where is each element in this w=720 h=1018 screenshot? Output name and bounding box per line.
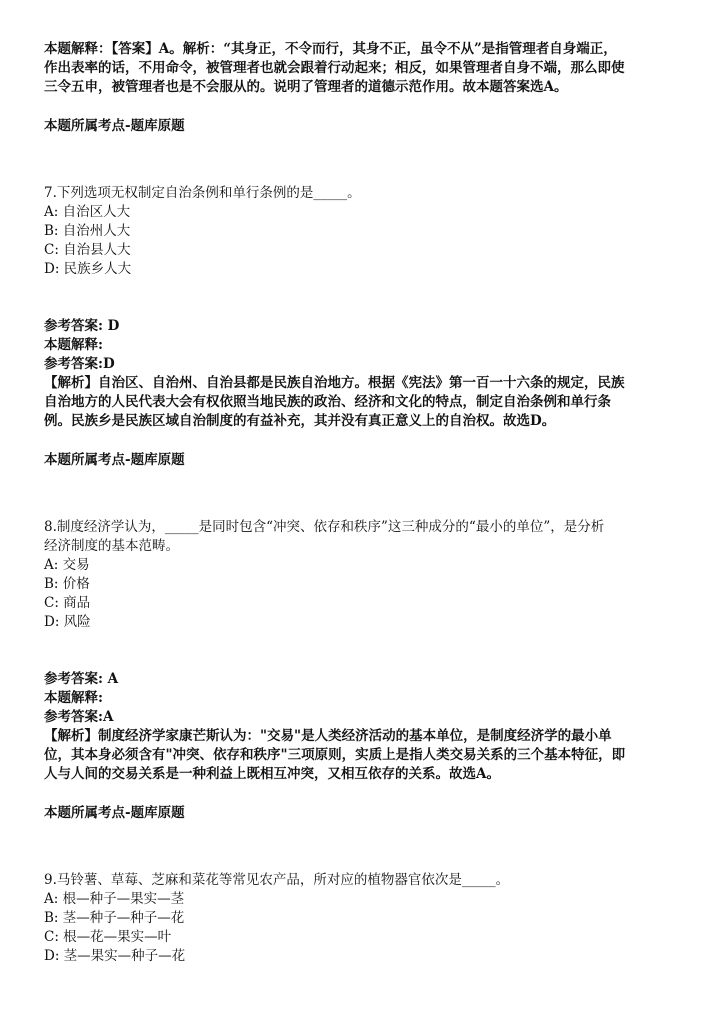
option-c: C: 根—花—果实—叶	[44, 929, 172, 945]
question-stem: 7.下列选项无权制定自治条例和单行条例的是_____。	[44, 185, 361, 201]
previous-explanation	[44, 40, 680, 97]
explanation-label: 本题解释:	[44, 690, 103, 706]
explanation-line: 作出表率的话，不用命令，被管理者也就会跟着行动起来；相反，如果管理者自身不端，那么即使	[44, 60, 625, 76]
question-9	[44, 871, 680, 966]
reference-answer-repeat: 参考答案:D	[44, 356, 115, 372]
reference-answer: 参考答案: D	[44, 318, 120, 334]
reference-answer: 参考答案: A	[44, 671, 119, 687]
option-a: A: 交易	[44, 557, 90, 573]
explanation-line: 三令五申，被管理者也是不会服从的。说明了管理者的道德示范作用。故本题答案选A。	[44, 79, 568, 95]
option-a: A: 自治区人大	[44, 204, 131, 220]
option-b: B: 自治州人大	[44, 223, 131, 239]
option-b: B: 茎—种子—种子—花	[44, 910, 185, 926]
reference-answer-repeat: 参考答案:A	[44, 709, 114, 725]
analysis-line: 人与人间的交易关系是一种利益上既相互冲突，又相互依存的关系。故选A。	[44, 766, 500, 782]
source-label: 本题所属考点-题库原题	[44, 805, 185, 821]
analysis-line: 例。民族乡是民族区域自治制度的有益补充，其并没有真正意义上的自治权。故选D。	[44, 413, 556, 429]
option-c: C: 自治县人大	[44, 242, 131, 258]
option-b: B: 价格	[44, 576, 90, 592]
source-label: 本题所属考点-题库原题	[44, 118, 185, 134]
question-8	[44, 518, 680, 823]
explanation-line: 本题解释：【答案】A。解析：“其身正，不令而行，其身不正，虽令不从”是指管理者自身端正，	[44, 41, 617, 57]
question-stem: 9.马铃薯、草莓、芝麻和菜花等常见农产品，所对应的植物器官依次是_____。	[44, 872, 510, 888]
question-stem: 8.制度经济学认为，_____是同时包含“冲突、依存和秩序”这三种成分的“最小的单位”，是分析	[44, 519, 605, 535]
option-c: C: 商品	[44, 595, 91, 611]
source-label: 本题所属考点-题库原题	[44, 452, 185, 468]
question-stem: 经济制度的基本范畴。	[44, 538, 179, 554]
option-a: A: 根—种子—果实—茎	[44, 891, 185, 907]
analysis-line: 自治地方的人民代表大会有权依照当地民族的政治、经济和文化的特点，制定自治条例和单行条	[44, 394, 611, 410]
analysis-line: 【解析】自治区、自治州、自治县都是民族自治地方。根据《宪法》第一百一十六条的规定，民族	[44, 375, 625, 391]
option-d: D: 风险	[44, 614, 91, 630]
document-page	[44, 40, 680, 966]
question-7	[44, 184, 680, 470]
analysis-line: 【解析】制度经济学家康芒斯认为："交易"是人类经济活动的基本单位，是制度经济学的最小单	[44, 728, 612, 744]
explanation-label: 本题解释:	[44, 337, 103, 353]
option-d: D: 民族乡人大	[44, 261, 132, 277]
analysis-line: 位，其本身必须含有"冲突、依存和秩序"三项原则，实质上是指人类交易关系的三个基本特征，即	[44, 747, 626, 763]
option-d: D: 茎—果实—种子—花	[44, 948, 186, 964]
